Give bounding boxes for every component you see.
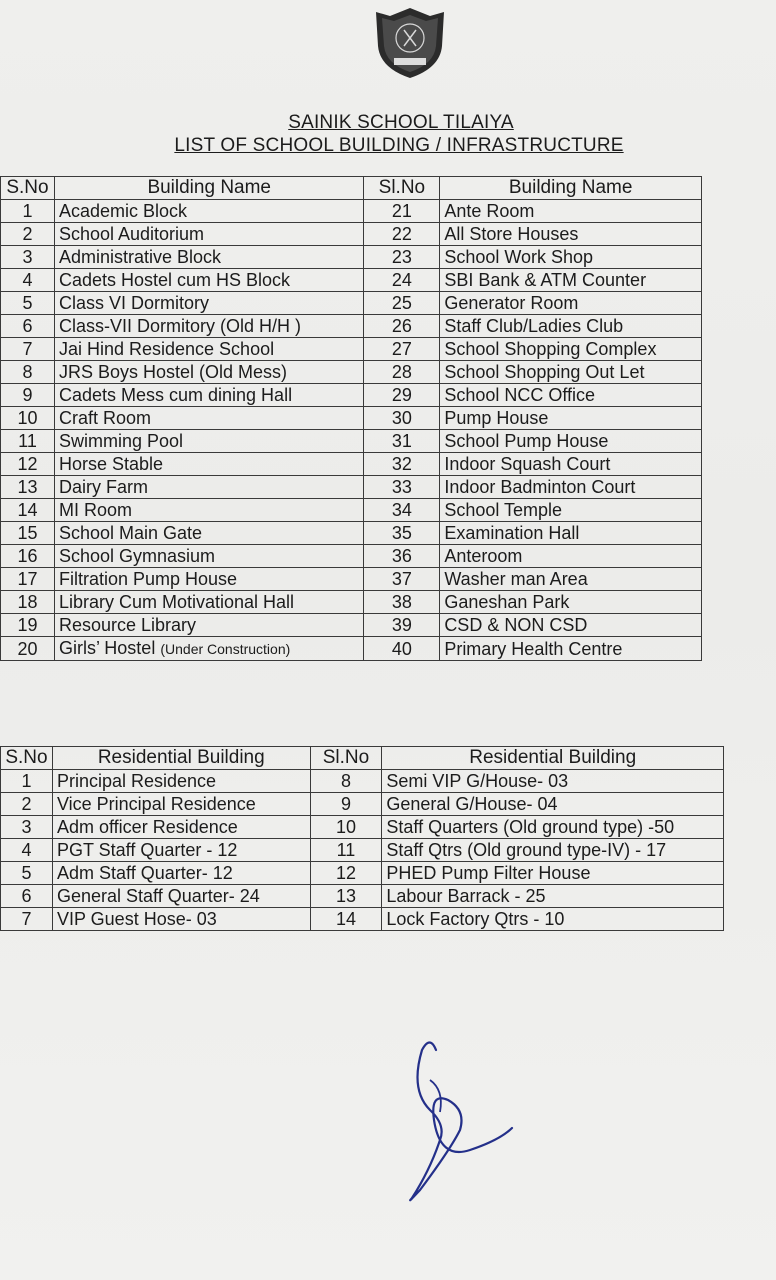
cell-slno: [310, 816, 382, 839]
building-text: Anteroom: [444, 546, 523, 566]
cell-sno: [1, 315, 55, 338]
cell-building-name-2: [440, 545, 702, 568]
building-text: 36: [391, 546, 412, 566]
cell-slno: [364, 223, 440, 246]
table-row: [1, 793, 724, 816]
building-text: Library Cum Motivational Hall: [58, 592, 295, 612]
cell-sno: [1, 568, 55, 591]
building-text: 33: [391, 477, 412, 497]
cell-building-name-2: [440, 430, 702, 453]
handwritten-signature: [400, 1030, 520, 1205]
building-text: 30: [391, 408, 412, 428]
residential-text: Adm Staff Quarter- 12: [56, 863, 233, 883]
building-text: 20: [17, 638, 38, 659]
building-text: School Main Gate: [58, 523, 203, 543]
cell-building-name-2: [440, 361, 702, 384]
cell-building-name: [52, 885, 310, 908]
page-subtitle: LIST OF SCHOOL BUILDING / INFRASTRUCTURE: [174, 135, 624, 156]
residential-text: General G/House- 04: [386, 794, 558, 814]
cell-building-name-2: [382, 908, 724, 931]
cell-slno: [364, 338, 440, 361]
cell-slno: [364, 384, 440, 407]
cell-building-name-2: [440, 338, 702, 361]
cell-building-name: [52, 839, 310, 862]
cell-sno: [1, 793, 53, 816]
cell-slno: [364, 591, 440, 614]
residential-text: Semi VIP G/House- 03: [386, 771, 569, 791]
residential-text: 3: [21, 817, 32, 837]
residential-text: 8: [340, 771, 351, 791]
cell-building-name-2: [382, 770, 724, 793]
col-header-building-name-2: Building Name: [440, 177, 702, 200]
table-row: [1, 862, 724, 885]
cell-building-name: [52, 816, 310, 839]
cell-building-name: [54, 200, 364, 223]
cell-building-name-2: [440, 522, 702, 545]
cell-building-name: [54, 499, 364, 522]
residential-text: Vice Principal Residence: [56, 794, 256, 814]
buildings-table: [0, 176, 702, 661]
cell-sno: [1, 885, 53, 908]
building-text: Staff Club/Ladies Club: [444, 316, 624, 336]
building-text: 39: [391, 615, 412, 635]
table-row: [1, 770, 724, 793]
residential-text: PGT Staff Quarter - 12: [56, 840, 238, 860]
cell-slno: [364, 246, 440, 269]
cell-building-name: [54, 338, 364, 361]
cell-building-name: [54, 476, 364, 499]
building-text: Academic Block: [58, 201, 188, 221]
residential-text: 6: [21, 886, 32, 906]
cell-sno: [1, 292, 55, 315]
cell-sno: [1, 407, 55, 430]
cell-slno: [364, 407, 440, 430]
cell-slno: [310, 793, 382, 816]
building-text: 5: [22, 293, 33, 313]
residential-text: Labour Barrack - 25: [386, 886, 546, 906]
cell-building-name-2: [440, 476, 702, 499]
cell-building-name: [54, 269, 364, 292]
cell-building-name-2: [440, 384, 702, 407]
table-row: [1, 292, 702, 315]
cell-building-name: [54, 361, 364, 384]
cell-slno: [364, 545, 440, 568]
building-text: 6: [22, 316, 33, 336]
table-row: [1, 637, 702, 661]
residential-text: 1: [21, 771, 32, 791]
cell-building-name: [54, 315, 364, 338]
building-text: Resource Library: [58, 615, 197, 635]
building-text: 8: [22, 362, 33, 382]
cell-sno: [1, 770, 53, 793]
residential-text: 11: [336, 840, 356, 860]
cell-building-name-2: [382, 793, 724, 816]
cell-building-name-2: [440, 614, 702, 637]
table-row: [1, 908, 724, 931]
cell-building-name: [54, 430, 364, 453]
cell-building-name-2: [440, 246, 702, 269]
building-text: School Work Shop: [444, 247, 594, 267]
building-text: Cadets Hostel cum HS Block: [58, 270, 291, 290]
col-header-residential-building-2: Residential Building: [382, 747, 724, 770]
residential-text: PHED Pump Filter House: [386, 863, 591, 883]
building-text: Swimming Pool: [58, 431, 184, 451]
building-text: 16: [17, 546, 38, 566]
cell-building-name-2: [440, 407, 702, 430]
residential-text: Lock Factory Qtrs - 10: [386, 909, 565, 929]
page-title: SAINIK SCHOOL TILAIYA: [288, 112, 514, 133]
building-text: 13: [17, 477, 38, 497]
cell-sno: [1, 476, 55, 499]
building-text: 35: [391, 523, 412, 543]
cell-sno: [1, 361, 55, 384]
cell-building-name-2: [382, 839, 724, 862]
cell-slno: [310, 885, 382, 908]
cell-sno: [1, 269, 55, 292]
residential-table: [0, 746, 724, 931]
cell-sno: [1, 816, 53, 839]
col-header-slno: Sl.No: [364, 177, 440, 200]
table-row: [1, 591, 702, 614]
building-text: School Gymnasium: [58, 546, 216, 566]
building-text: Washer man Area: [444, 569, 588, 589]
cell-building-name-2: [440, 223, 702, 246]
building-text: Girls’ Hostel: [58, 638, 156, 658]
residential-text: 10: [335, 817, 356, 837]
cell-sno: [1, 637, 55, 661]
building-text: 7: [22, 339, 33, 359]
building-text: 11: [18, 431, 37, 451]
table-row: [1, 246, 702, 269]
building-text: CSD & NON CSD: [444, 615, 588, 635]
cell-sno: [1, 223, 55, 246]
building-text: School Temple: [444, 500, 563, 520]
cell-slno: [364, 315, 440, 338]
building-text: 9: [22, 385, 33, 405]
cell-building-name: [54, 522, 364, 545]
table-row: [1, 315, 702, 338]
building-text: 31: [391, 431, 412, 451]
cell-building-name-2: [382, 862, 724, 885]
cell-building-name: [52, 793, 310, 816]
cell-sno: [1, 200, 55, 223]
cell-sno: [1, 384, 55, 407]
residential-text: 12: [335, 863, 356, 883]
building-text: School Shopping Complex: [444, 339, 657, 359]
cell-building-name: [54, 545, 364, 568]
building-text: Class VI Dormitory: [58, 293, 209, 313]
cell-sno: [1, 499, 55, 522]
residential-text: 14: [335, 909, 356, 929]
residential-text: 2: [21, 794, 32, 814]
cell-sno: [1, 591, 55, 614]
table-row: [1, 430, 702, 453]
cell-sno: [1, 839, 53, 862]
cell-building-name-2: [440, 637, 702, 661]
cell-slno: [364, 453, 440, 476]
residential-text: 4: [21, 840, 32, 860]
building-text: 32: [391, 454, 412, 474]
cell-slno: [310, 839, 382, 862]
cell-sno: [1, 522, 55, 545]
residential-text: Adm officer Residence: [56, 817, 238, 837]
building-text: 38: [391, 592, 412, 612]
building-text: 26: [391, 316, 412, 336]
col-header-slno: Sl.No: [310, 747, 382, 770]
cell-building-name: [52, 862, 310, 885]
cell-building-name: [54, 453, 364, 476]
building-text: School Auditorium: [58, 224, 205, 244]
building-text: 1: [22, 201, 33, 221]
cell-building-name: [54, 384, 364, 407]
building-text: 23: [391, 247, 412, 267]
residential-text: 9: [340, 794, 351, 814]
building-text: School Shopping Out Let: [444, 362, 645, 382]
cell-slno: [310, 862, 382, 885]
under-construction-note: (Under Construction): [160, 641, 291, 657]
building-text: 3: [22, 247, 33, 267]
building-text: School NCC Office: [444, 385, 596, 405]
building-text: Examination Hall: [444, 523, 580, 543]
building-text: 25: [391, 293, 412, 313]
table-row: [1, 545, 702, 568]
building-text: 37: [391, 569, 412, 589]
cell-building-name-2: [440, 315, 702, 338]
building-text: Jai Hind Residence School: [58, 339, 275, 359]
col-header-residential-building: Residential Building: [52, 747, 310, 770]
cell-building-name: [54, 637, 364, 661]
table-header-row: [1, 177, 702, 200]
table-row: [1, 816, 724, 839]
building-text: Pump House: [444, 408, 549, 428]
cell-sno: [1, 338, 55, 361]
cell-building-name: [54, 223, 364, 246]
cell-slno: [364, 430, 440, 453]
building-text: Ganeshan Park: [444, 592, 570, 612]
table-row: [1, 522, 702, 545]
residential-text: 7: [21, 909, 32, 929]
cell-building-name: [54, 591, 364, 614]
building-text: 10: [17, 408, 38, 428]
building-text: Filtration Pump House: [58, 569, 238, 589]
building-text: Indoor Badminton Court: [444, 477, 636, 497]
cell-sno: [1, 453, 55, 476]
school-crest-logo: [370, 6, 450, 80]
table-row: [1, 361, 702, 384]
table-row: [1, 223, 702, 246]
cell-sno: [1, 430, 55, 453]
cell-building-name: [52, 770, 310, 793]
building-text: SBI Bank & ATM Counter: [444, 270, 647, 290]
building-text: Craft Room: [58, 408, 151, 428]
residential-text: 5: [21, 863, 32, 883]
cell-building-name: [54, 568, 364, 591]
cell-sno: [1, 246, 55, 269]
cell-building-name-2: [440, 453, 702, 476]
residential-text: General Staff Quarter- 24: [56, 886, 260, 906]
cell-building-name-2: [382, 885, 724, 908]
cell-slno: [364, 522, 440, 545]
building-text: 40: [391, 638, 412, 659]
building-text: Cadets Mess cum dining Hall: [58, 385, 293, 405]
building-text: 18: [17, 592, 38, 612]
col-header-sno: S.No: [1, 177, 55, 200]
col-header-sno: S.No: [1, 747, 53, 770]
cell-building-name: [54, 614, 364, 637]
building-text: Dairy Farm: [58, 477, 148, 497]
cell-slno: [364, 568, 440, 591]
cell-building-name-2: [440, 292, 702, 315]
building-text: 15: [17, 523, 38, 543]
cell-slno: [364, 200, 440, 223]
building-text: All Store Houses: [444, 224, 579, 244]
residential-text: VIP Guest Hose- 03: [56, 909, 217, 929]
table-row: [1, 499, 702, 522]
table-row: [1, 453, 702, 476]
building-text: School Pump House: [444, 431, 609, 451]
building-text: 34: [391, 500, 412, 520]
building-text: 27: [391, 339, 412, 359]
building-text: Horse Stable: [58, 454, 164, 474]
cell-slno: [310, 770, 382, 793]
building-text: 12: [17, 454, 38, 474]
cell-building-name: [52, 908, 310, 931]
cell-building-name-2: [440, 568, 702, 591]
residential-text: Principal Residence: [56, 771, 217, 791]
col-header-building-name: Building Name: [54, 177, 364, 200]
cell-sno: [1, 614, 55, 637]
cell-building-name-2: [440, 499, 702, 522]
cell-slno: [364, 292, 440, 315]
building-text: MI Room: [58, 500, 132, 520]
cell-sno: [1, 908, 53, 931]
building-text: Ante Room: [444, 201, 535, 221]
building-text: Indoor Squash Court: [444, 454, 611, 474]
table-row: [1, 407, 702, 430]
building-text: 29: [391, 385, 412, 405]
building-text: 4: [22, 270, 33, 290]
building-text: 19: [17, 615, 38, 635]
building-text: 2: [22, 224, 33, 244]
cell-slno: [364, 637, 440, 661]
cell-slno: [364, 499, 440, 522]
table-row: [1, 200, 702, 223]
table-row: [1, 269, 702, 292]
cell-slno: [364, 361, 440, 384]
cell-sno: [1, 862, 53, 885]
table-row: [1, 885, 724, 908]
building-text: Generator Room: [444, 293, 579, 313]
building-text: Primary Health Centre: [444, 638, 623, 659]
building-text: 24: [391, 270, 412, 290]
table-row: [1, 568, 702, 591]
building-text: 28: [391, 362, 412, 382]
building-text: JRS Boys Hostel (Old Mess): [58, 362, 288, 382]
building-text: 22: [391, 224, 412, 244]
cell-sno: [1, 545, 55, 568]
cell-building-name-2: [440, 200, 702, 223]
table-row: [1, 614, 702, 637]
table-row: [1, 384, 702, 407]
building-text: Class-VII Dormitory (Old H/H ): [58, 316, 301, 336]
cell-building-name: [54, 292, 364, 315]
table-row: [1, 839, 724, 862]
residential-text: Staff Quarters (Old ground type) -50: [386, 817, 675, 837]
cell-building-name: [54, 407, 364, 430]
cell-building-name-2: [440, 269, 702, 292]
building-text: Administrative Block: [58, 247, 222, 267]
table-row: [1, 338, 702, 361]
building-text: 14: [17, 500, 38, 520]
residential-text: Staff Qtrs (Old ground type-IV) - 17: [386, 840, 667, 860]
cell-building-name-2: [382, 816, 724, 839]
cell-slno: [310, 908, 382, 931]
residential-text: 13: [335, 886, 356, 906]
building-text: 21: [391, 201, 412, 221]
table-row: [1, 476, 702, 499]
cell-slno: [364, 476, 440, 499]
table-header-row: [1, 747, 724, 770]
cell-building-name: [54, 246, 364, 269]
building-text: 17: [17, 569, 38, 589]
cell-building-name-2: [440, 591, 702, 614]
cell-slno: [364, 614, 440, 637]
cell-slno: [364, 269, 440, 292]
